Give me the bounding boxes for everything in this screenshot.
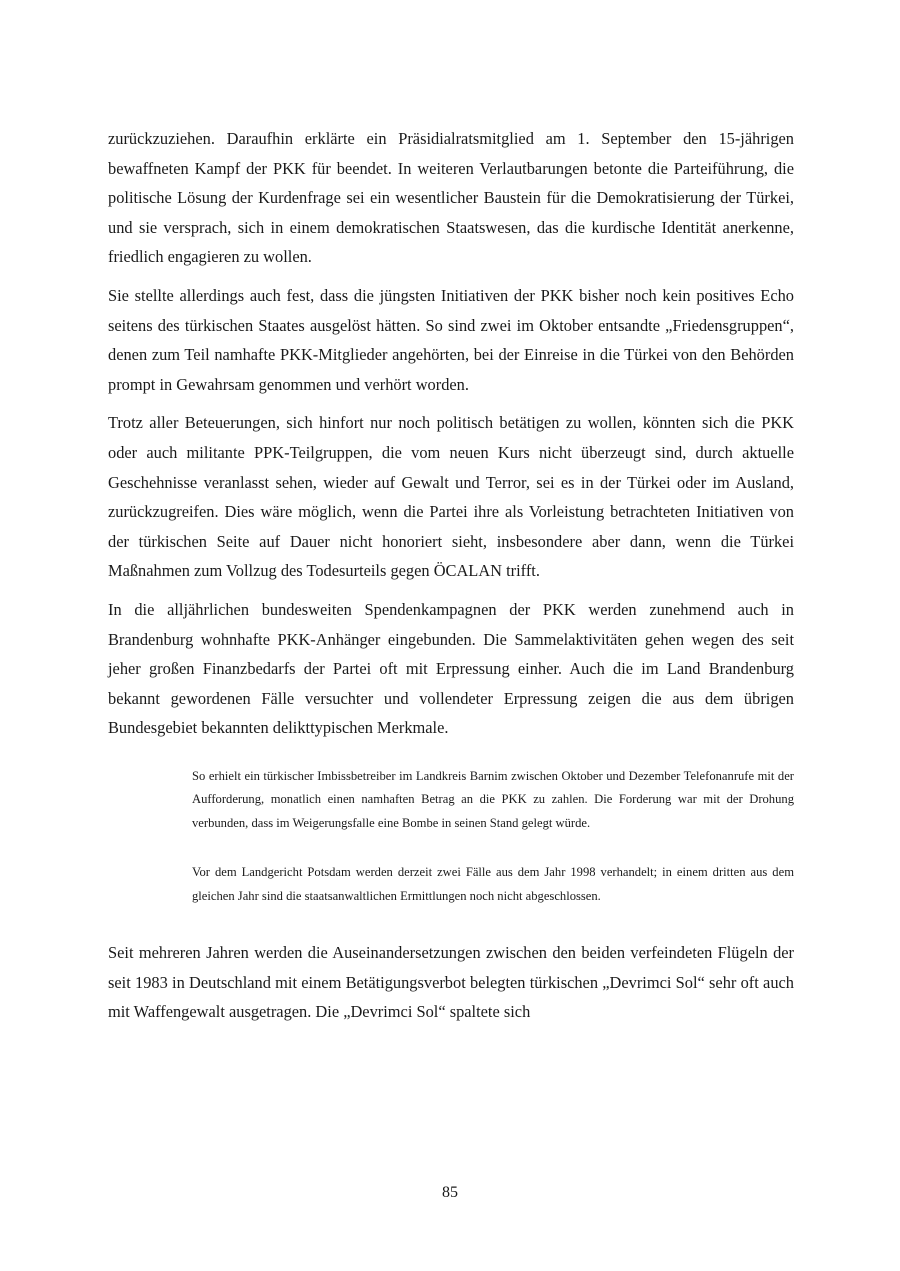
paragraph-pkk-ceasefire: zurückzuziehen. Daraufhin erklärte ein Präsidialratsmitglied am 1. September den 15-jährigen bewaffneten Kampf der PKK für beendet. In weiteren Verlautbarungen betonte die Parteiführung, die politische Lösung der Kurdenfrage sei ein wesentlicher Baustein für die Demokratisierung der Türkei, und sie versprach, sich in einem demokratischen Staatswesen, das die kurdische Identität anerkenne, friedlich engagieren zu wollen. bbox=[108, 129, 794, 267]
case-examples bbox=[192, 765, 794, 908]
paragraph-violence-risk: Trotz aller Beteuerungen, sich hinfort nur noch politisch betätigen zu wollen, könnten sich die PKK oder auch militante PPK-Teilgruppen, die vom neuen Kurs nicht überzeugt sind, durch aktuelle Geschehnisse veranlasst sehen, wieder auf Gewalt und Terror, sei es in der Türkei oder im Ausland, zurückzugreifen. Dies wäre möglich, wenn die Partei ihre als Vorleistung betrachteten Initiativen von der türkischen Seite auf Dauer nicht honoriert sieht, insbesondere aber dann, wenn die Türkei Maßnahmen zum Vollzug des Todesurteils gegen ÖCALAN trifft. bbox=[108, 413, 794, 581]
case-example-extortion: So erhielt ein türkischer Imbissbetreiber im Landkreis Barnim zwischen Oktober und Dezember Telefonanrufe mit der Aufforderung, monatlich einen namhaften Betrag an die PKK zu zahlen. Die Forderung war mit der Drohung verbunden, dass im Weigerungsfalle eine Bombe in seinen Stand gelegt würde. bbox=[192, 768, 794, 830]
case-example-court: Vor dem Landgericht Potsdam werden derzeit zwei Fälle aus dem Jahr 1998 verhandelt; in einem dritten aus dem gleichen Jahr sind die staatsanwaltlichen Ermittlungen noch nicht abgeschlossen. bbox=[192, 865, 794, 903]
page-number: 85 bbox=[442, 1184, 458, 1201]
body-text bbox=[108, 124, 794, 1036]
paragraph-devrimci-sol: Seit mehreren Jahren werden die Auseinandersetzungen zwischen den beiden verfeindeten Flügeln der seit 1983 in Deutschland mit einem Betätigungsverbot belegten türkischen „Devrimci Sol“ sehr oft auch mit Waffengewalt ausgetragen. Die „Devrimci Sol“ spaltete sich bbox=[108, 942, 794, 1022]
paragraph-donation-campaigns: In die alljährlichen bundesweiten Spendenkampagnen der PKK werden zunehmend auch in Brandenburg wohnhafte PKK-Anhänger eingebunden. Die Sammelaktivitäten gehen wegen des seit jeher großen Finanzbedarfs der Partei oft mit Erpressung einher. Auch die im Land Brandenburg bekannt gewordenen Fälle versuchter und vollendeter Erpressung zeigen die aus dem übrigen Bundesgebiet bekannten delikttypischen Merkmale. bbox=[108, 599, 794, 738]
paragraph-peace-groups: Sie stellte allerdings auch fest, dass die jüngsten Initiativen der PKK bisher noch kein positives Echo seitens des türkischen Staates ausgelöst hätten. So sind zwei im Oktober entsandte „Friedensgruppen“, denen zum Teil namhafte PKK-Mitglieder angehörten, bei der Einreise in die Türkei von den Behörden prompt in Gewahrsam genommen und verhört worden. bbox=[108, 285, 794, 394]
